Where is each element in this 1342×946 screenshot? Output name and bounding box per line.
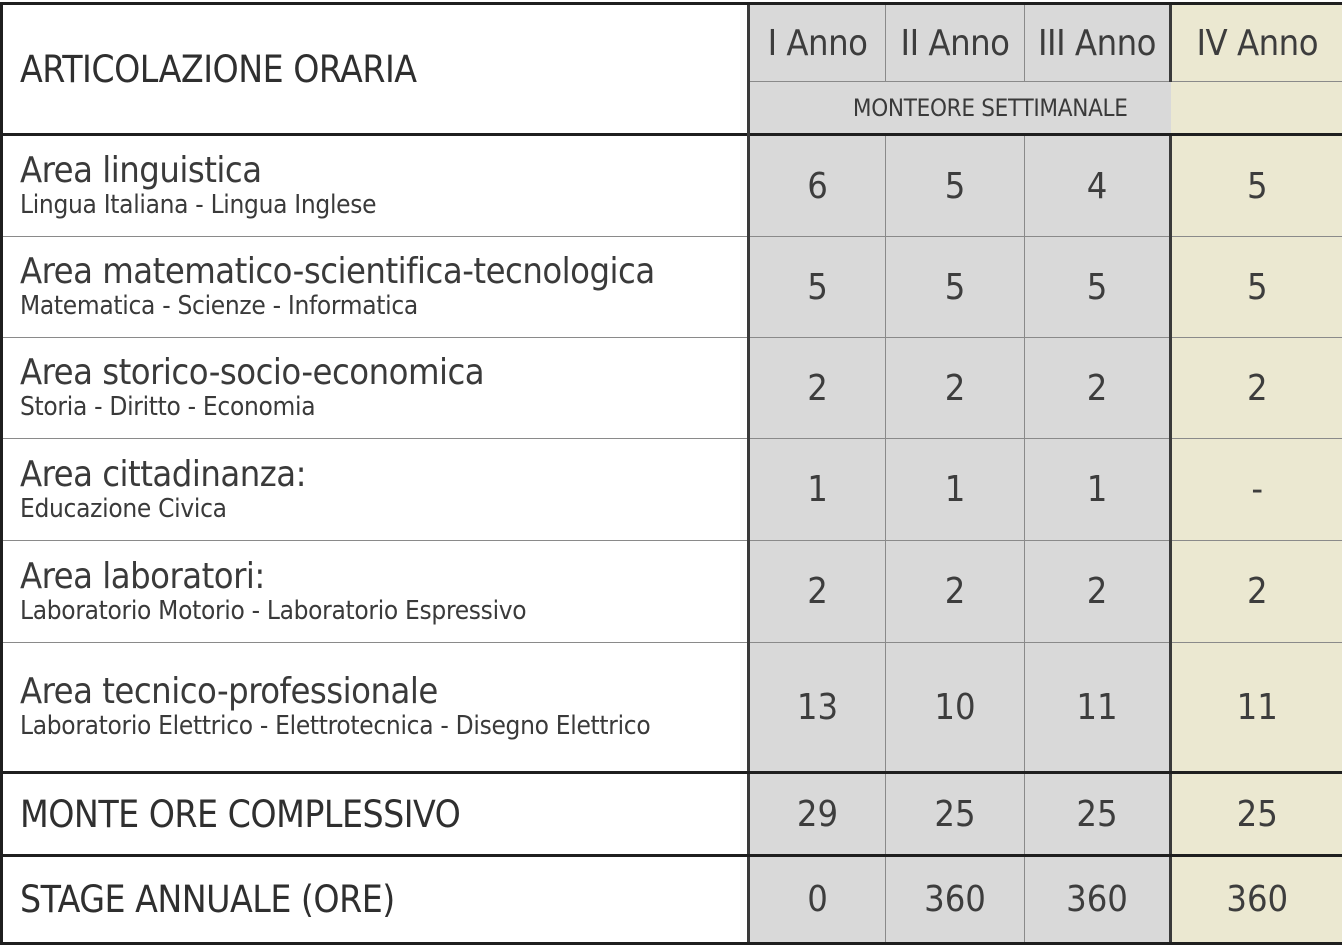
year-header-1: I Anno bbox=[749, 4, 886, 82]
area-title: Area linguistica bbox=[20, 150, 262, 191]
total-cell: 25 bbox=[1025, 773, 1171, 856]
area-title: Area cittadinanza: bbox=[20, 453, 306, 495]
area-title: Area laboratori: bbox=[20, 555, 265, 597]
table-row bbox=[2, 439, 1342, 541]
stage-cell: 360 bbox=[1171, 856, 1342, 944]
stage-cell: 0 bbox=[749, 856, 886, 944]
value-cell: 2 bbox=[749, 338, 886, 439]
value-cell: 11 bbox=[1171, 643, 1342, 773]
value-cell: 6 bbox=[749, 135, 886, 237]
schedule-table bbox=[0, 2, 1342, 945]
area-subtitle: Educazione Civica bbox=[20, 493, 227, 524]
value-cell: 5 bbox=[886, 237, 1025, 338]
totals-label-cell bbox=[2, 773, 749, 856]
table-row bbox=[2, 237, 1342, 338]
value-cell: 1 bbox=[1025, 439, 1171, 541]
value-cell: 1 bbox=[886, 439, 1025, 541]
value-cell: 2 bbox=[1171, 338, 1342, 439]
row-label bbox=[2, 643, 749, 773]
area-subtitle: Storia - Diritto - Economia bbox=[20, 392, 316, 422]
value-cell: 10 bbox=[886, 643, 1025, 773]
totals-label: MONTE ORE COMPLESSIVO bbox=[20, 792, 461, 836]
stage-cell: 360 bbox=[886, 856, 1025, 944]
value-cell: 11 bbox=[1025, 643, 1171, 773]
area-subtitle: Lingua Italiana - Lingua Inglese bbox=[20, 190, 377, 220]
monteore-header: MONTEORE SETTIMANALE bbox=[749, 82, 1171, 135]
stage-cell: 360 bbox=[1025, 856, 1171, 944]
year-header-3: III Anno bbox=[1025, 4, 1171, 82]
area-subtitle: Laboratorio Elettrico - Elettrotecnica - Disegno Elettrico bbox=[20, 711, 651, 741]
table-row bbox=[2, 338, 1342, 439]
area-title: Area tecnico-professionale bbox=[20, 671, 438, 712]
value-cell: 13 bbox=[749, 643, 886, 773]
row-label bbox=[2, 237, 749, 338]
area-subtitle: Matematica - Scienze - Informatica bbox=[20, 291, 418, 321]
table-row bbox=[2, 135, 1342, 237]
stage-row bbox=[2, 856, 1342, 944]
value-cell: 2 bbox=[1171, 541, 1342, 643]
table-row bbox=[2, 541, 1342, 643]
totals-row bbox=[2, 773, 1342, 856]
value-cell: 5 bbox=[1171, 135, 1342, 237]
value-cell: 4 bbox=[1025, 135, 1171, 237]
stage-label-cell bbox=[2, 856, 749, 944]
value-cell: 5 bbox=[886, 135, 1025, 237]
table-title-cell bbox=[2, 4, 749, 135]
value-cell: 2 bbox=[886, 541, 1025, 643]
area-title: Area matematico-scientifica-tecnologica bbox=[20, 251, 655, 292]
row-label bbox=[2, 541, 749, 643]
total-cell: 25 bbox=[886, 773, 1025, 856]
total-cell: 25 bbox=[1171, 773, 1342, 856]
value-cell: 5 bbox=[749, 237, 886, 338]
total-cell: 29 bbox=[749, 773, 886, 856]
stage-label: STAGE ANNUALE (ORE) bbox=[20, 878, 395, 921]
row-label bbox=[2, 439, 749, 541]
value-cell: 2 bbox=[1025, 541, 1171, 643]
year-header-4: IV Anno bbox=[1171, 4, 1342, 82]
area-title: Area storico-socio-economica bbox=[20, 352, 485, 393]
table-title: ARTICOLAZIONE ORARIA bbox=[20, 47, 417, 91]
monteore-header-ext bbox=[1171, 82, 1342, 135]
value-cell: - bbox=[1171, 439, 1342, 541]
area-subtitle: Laboratorio Motorio - Laboratorio Espressivo bbox=[20, 595, 527, 626]
table-row bbox=[2, 643, 1342, 773]
row-label bbox=[2, 135, 749, 237]
year-header-2: II Anno bbox=[886, 4, 1025, 82]
value-cell: 2 bbox=[1025, 338, 1171, 439]
value-cell: 2 bbox=[749, 541, 886, 643]
value-cell: 5 bbox=[1025, 237, 1171, 338]
row-label bbox=[2, 338, 749, 439]
value-cell: 2 bbox=[886, 338, 1025, 439]
value-cell: 5 bbox=[1171, 237, 1342, 338]
value-cell: 1 bbox=[749, 439, 886, 541]
